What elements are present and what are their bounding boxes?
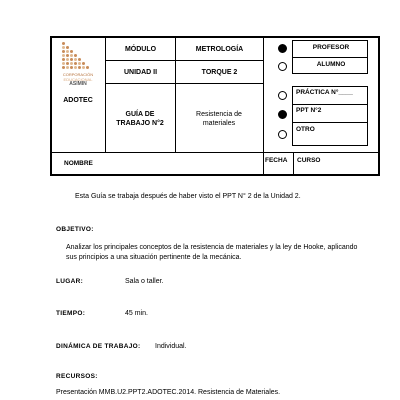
- lugar-value: Sala o taller.: [125, 278, 164, 285]
- nombre-label: NOMBRE: [64, 160, 93, 167]
- logo-dot: [74, 58, 77, 61]
- logo-dot: [82, 66, 85, 69]
- otro-label: OTRO: [296, 126, 315, 133]
- logo-dot: [62, 62, 65, 65]
- logo-dot: [62, 54, 65, 57]
- profesor-label: PROFESOR: [312, 44, 350, 51]
- logo-dot: [70, 50, 73, 53]
- logo-dot: [66, 66, 69, 69]
- tiempo-value: 45 min.: [125, 310, 148, 317]
- divider: [175, 37, 176, 153]
- logo-line2: EDUCACIONAL: [63, 76, 93, 82]
- recursos-label: RECURSOS:: [56, 373, 98, 380]
- intro-text: Esta Guía se trabaja después de haber visto el PPT N° 2 de la Unidad 2.: [75, 193, 301, 200]
- org-name: ADOTEC: [63, 97, 93, 104]
- logo-dot: [78, 62, 81, 65]
- logo-dot: [70, 58, 73, 61]
- logo-dot: [62, 50, 65, 53]
- dinamica-label: DINÁMICA DE TRABAJO:: [56, 343, 141, 350]
- logo-dot: [78, 66, 81, 69]
- ppt-radio[interactable]: [278, 110, 287, 119]
- logo-dot: [86, 66, 89, 69]
- logo-dot: [74, 54, 77, 57]
- practica-label: PRÁCTICA N°____: [296, 89, 353, 96]
- profesor-radio[interactable]: [278, 44, 287, 53]
- torque-label: TORQUE 2: [201, 69, 238, 76]
- logo-dot: [66, 46, 69, 49]
- objetivo-label: OBJETIVO:: [56, 226, 94, 233]
- nombre-field[interactable]: [52, 153, 262, 174]
- recursos-text: Presentación MMB.U2.PPT2.ADOTEC.2014. Resistencia de Materiales.: [56, 389, 281, 396]
- logo-dot: [62, 46, 65, 49]
- logo-text: [52, 73, 104, 87]
- tiempo-label: TIEMPO:: [56, 310, 86, 317]
- tema-label: Resistencia de materiales: [196, 111, 242, 127]
- logo-dot: [62, 42, 65, 45]
- lugar-label: LUGAR:: [56, 278, 84, 285]
- alumno-radio[interactable]: [278, 62, 287, 71]
- modulo-label: MÓDULO: [124, 46, 157, 53]
- logo-dot: [66, 54, 69, 57]
- logo-dot: [70, 54, 73, 57]
- logo-dot: [82, 62, 85, 65]
- logo-dot: [70, 66, 73, 69]
- logo-dot: [78, 58, 81, 61]
- logo-line1: CORPORACIÓN: [62, 72, 94, 77]
- practica-radio[interactable]: [278, 91, 287, 100]
- fecha-label: FECHA: [265, 157, 288, 164]
- logo-dot: [62, 58, 65, 61]
- alumno-label: ALUMNO: [316, 61, 346, 68]
- logo-dot: [74, 66, 77, 69]
- logo-dot: [74, 62, 77, 65]
- divider: [105, 60, 263, 61]
- logo-dot: [66, 50, 69, 53]
- objetivo-text: Analizar los principales conceptos de la resistencia de materiales y la ley de Hooke, aplicando sus principios a una situación pertinente de la mecánica.: [66, 244, 358, 261]
- divider: [105, 37, 106, 153]
- logo-dot: [70, 62, 73, 65]
- divider: [292, 104, 368, 105]
- divider: [293, 152, 294, 175]
- logo-dot: [66, 62, 69, 65]
- divider: [292, 57, 368, 58]
- ppt-label: PPT N°2: [296, 107, 322, 114]
- logo-dot: [62, 66, 65, 69]
- dinamica-value: Individual.: [155, 343, 187, 350]
- logo-dot: [66, 58, 69, 61]
- divider: [105, 83, 263, 84]
- otro-radio[interactable]: [278, 130, 287, 139]
- divider: [292, 122, 368, 123]
- guia-label: GUÍA DE TRABAJO N°2: [116, 111, 164, 127]
- unidad-label: UNIDAD II: [123, 69, 158, 76]
- curso-label: CURSO: [297, 157, 321, 164]
- logo-line3: ASIMIN: [69, 81, 87, 87]
- modulo-value: METROLOGÍA: [195, 46, 244, 53]
- divider: [263, 37, 264, 175]
